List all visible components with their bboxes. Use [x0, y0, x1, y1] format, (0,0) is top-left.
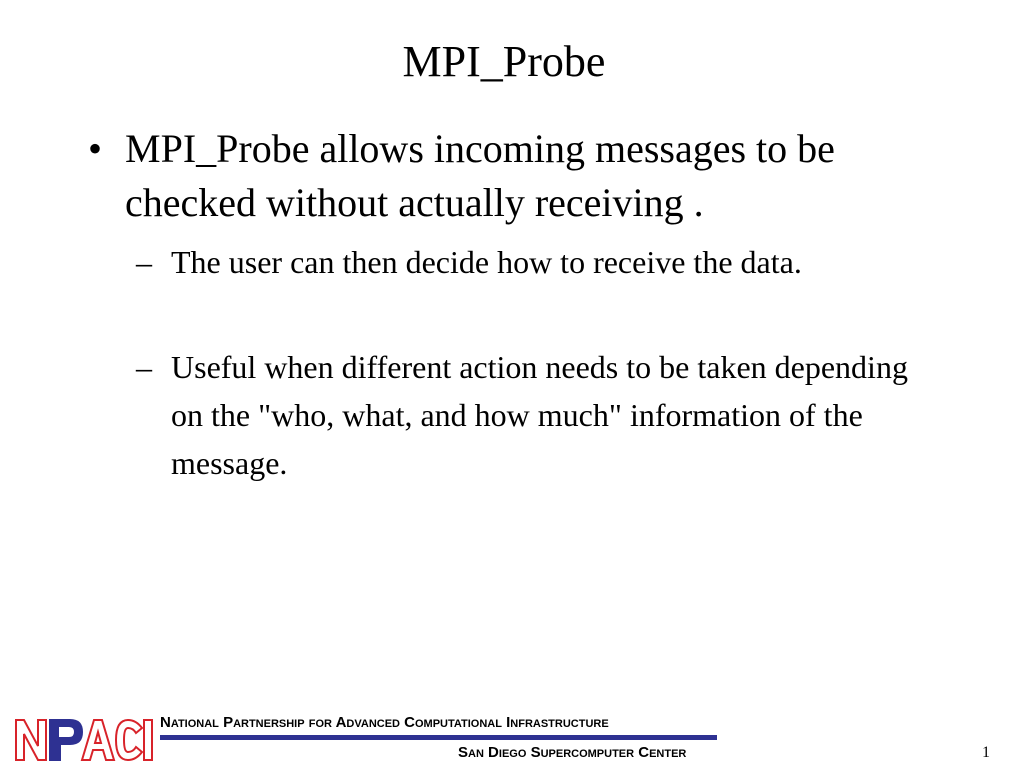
- sub-bullet-marker: –: [136, 349, 152, 385]
- sub-bullet-text: Useful when different action needs to be taken depending on the "who, what, and how much" information of the message.: [171, 349, 908, 481]
- sub-bullet: [136, 238, 936, 286]
- footer-organization: National Partnership for Advanced Computational Infrastructure: [160, 714, 609, 731]
- npaci-logo: [14, 716, 154, 762]
- slide-title: MPI_Probe: [402, 37, 606, 86]
- sub-bullet: [136, 343, 936, 487]
- footer-divider-bar: [160, 735, 717, 740]
- main-bullet: [88, 122, 968, 230]
- sub-bullet-text: The user can then decide how to receive the data.: [171, 244, 802, 280]
- sub-bullet-marker: –: [136, 244, 152, 280]
- main-bullet-text: MPI_Probe allows incoming messages to be checked without actually receiving .: [125, 126, 835, 225]
- page-number: 1: [982, 744, 990, 761]
- footer-center-name: San Diego Supercomputer Center: [458, 744, 687, 761]
- bullet-marker: •: [88, 126, 103, 171]
